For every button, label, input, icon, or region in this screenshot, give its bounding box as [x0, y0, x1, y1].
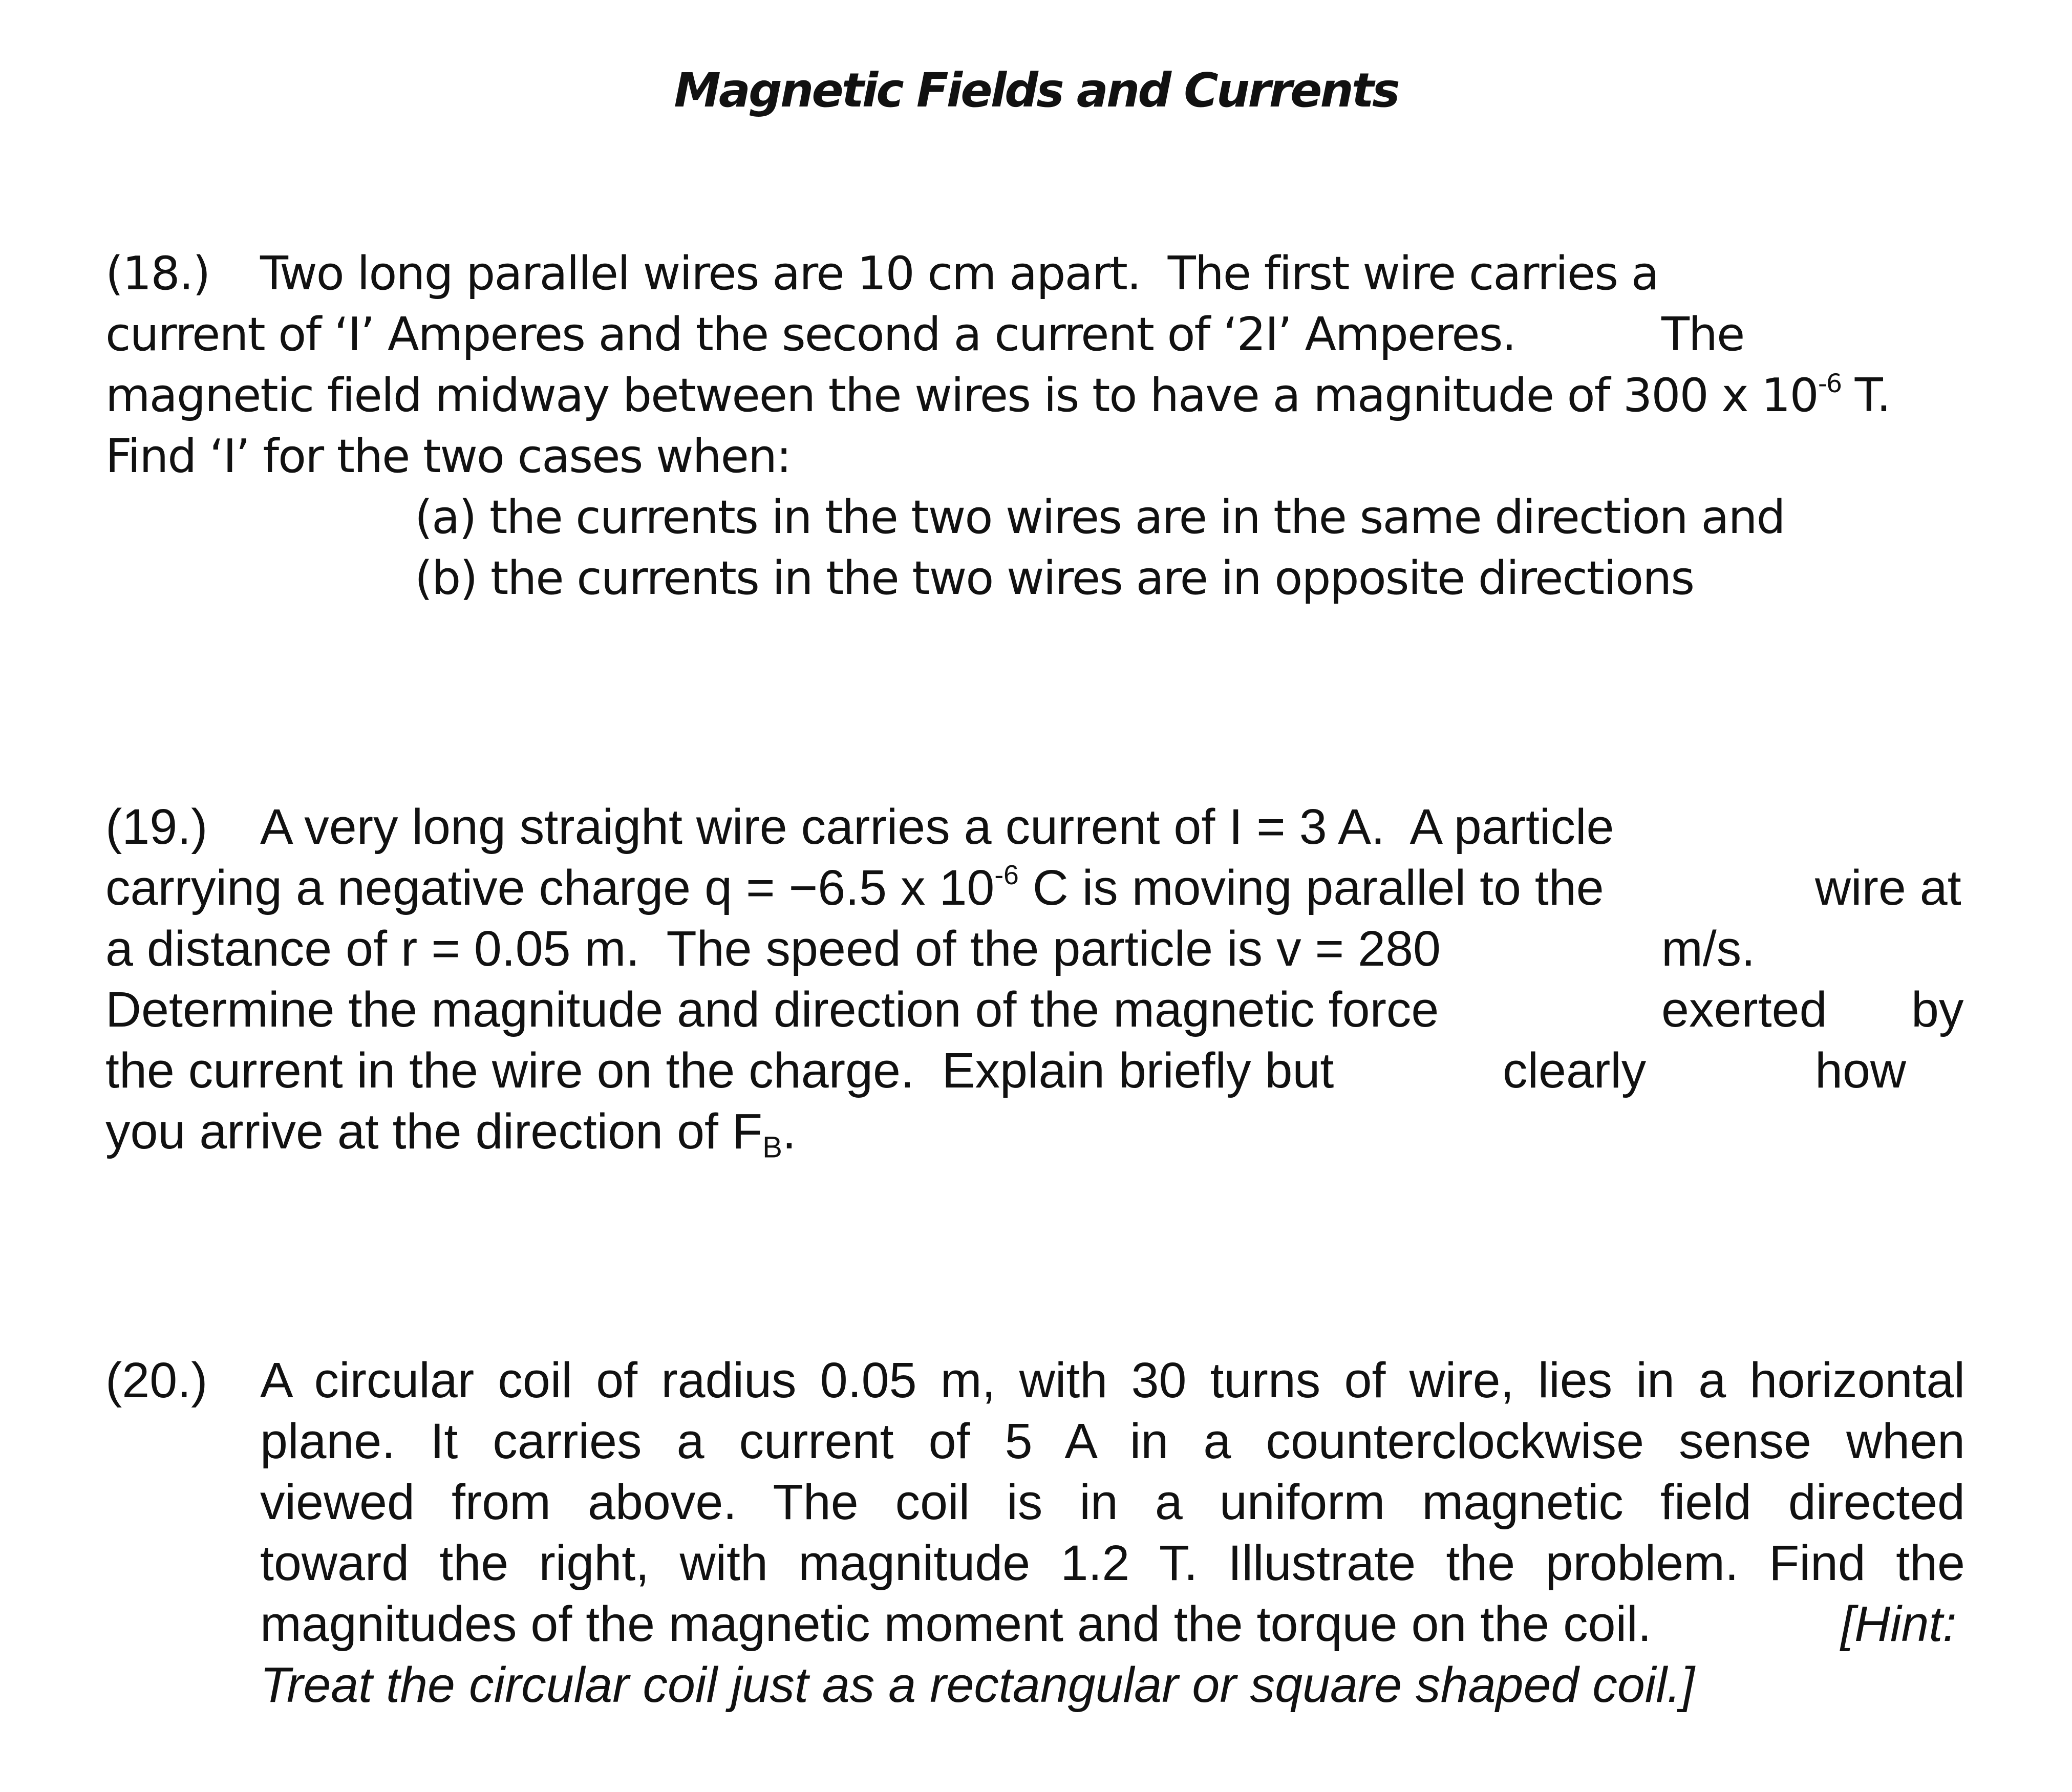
- exponent: -6: [1818, 368, 1842, 398]
- question-text: by: [1911, 982, 1964, 1037]
- question-text: viewed from above. The coil is in a uniform magnetic field directed: [260, 1474, 1965, 1530]
- question-text: carrying a negative charge q = −6.5 x $10^{-6}$ C is moving parallel to the: [105, 860, 1604, 915]
- question-text: magnetic field midway between the wires is to have a magnitude of 300 x $10^{-6}$ T.: [105, 368, 1890, 422]
- page-title: Magnetic Fields and Currents: [674, 63, 1398, 118]
- question-text: The: [1661, 308, 1744, 361]
- case-b: (b) the currents in the two wires are in opposite directions: [415, 551, 1694, 605]
- question-text: a distance of r = 0.05 m. The speed of the particle is v = 280: [105, 921, 1441, 976]
- case-a: (a) the currents in the two wires are in the same direction and: [415, 490, 1785, 544]
- question-text: toward the right, with magnitude 1.2 T. Illustrate the problem. Find the: [260, 1535, 1965, 1591]
- question-text: exerted: [1661, 982, 1827, 1037]
- question-text: A very long straight wire carries a current of I = 3 A. A particle: [260, 799, 1614, 855]
- question-text: Find ‘I’ for the two cases when:: [105, 430, 791, 483]
- question-number: (18.): [105, 247, 210, 301]
- question-text: clearly: [1503, 1042, 1647, 1098]
- question-text: A circular coil of radius 0.05 m, with 30 turns of wire, lies in a horizontal: [260, 1352, 1965, 1408]
- question-text: wire at: [1815, 860, 1961, 915]
- hint-text: [Hint:: [1841, 1596, 1957, 1652]
- question-number: (19.): [105, 799, 208, 855]
- question-text: Two long parallel wires are 10 cm apart. The first wire carries a: [260, 247, 1658, 301]
- subscript: B: [762, 1130, 782, 1164]
- question-text: the current in the wire on the charge. Explain briefly but: [105, 1042, 1334, 1098]
- question-text: m/s.: [1661, 921, 1756, 976]
- question-text: Determine the magnitude and direction of the magnetic force: [105, 982, 1439, 1037]
- question-text: magnitudes of the magnetic moment and the torque on the coil.: [260, 1596, 1652, 1652]
- question-text: you arrive at the direction of $F_B$.: [105, 1103, 796, 1164]
- question-text: plane. It carries a current of 5 A in a counterclockwise sense when: [260, 1413, 1965, 1469]
- question-text: current of ‘I’ Amperes and the second a current of ‘2I’ Amperes.: [105, 308, 1516, 361]
- exponent: -6: [994, 860, 1019, 890]
- hint-text: Treat the circular coil just as a rectangular or square shaped coil.]: [260, 1657, 1695, 1713]
- question-number: (20.): [105, 1352, 208, 1408]
- question-text: how: [1815, 1042, 1906, 1098]
